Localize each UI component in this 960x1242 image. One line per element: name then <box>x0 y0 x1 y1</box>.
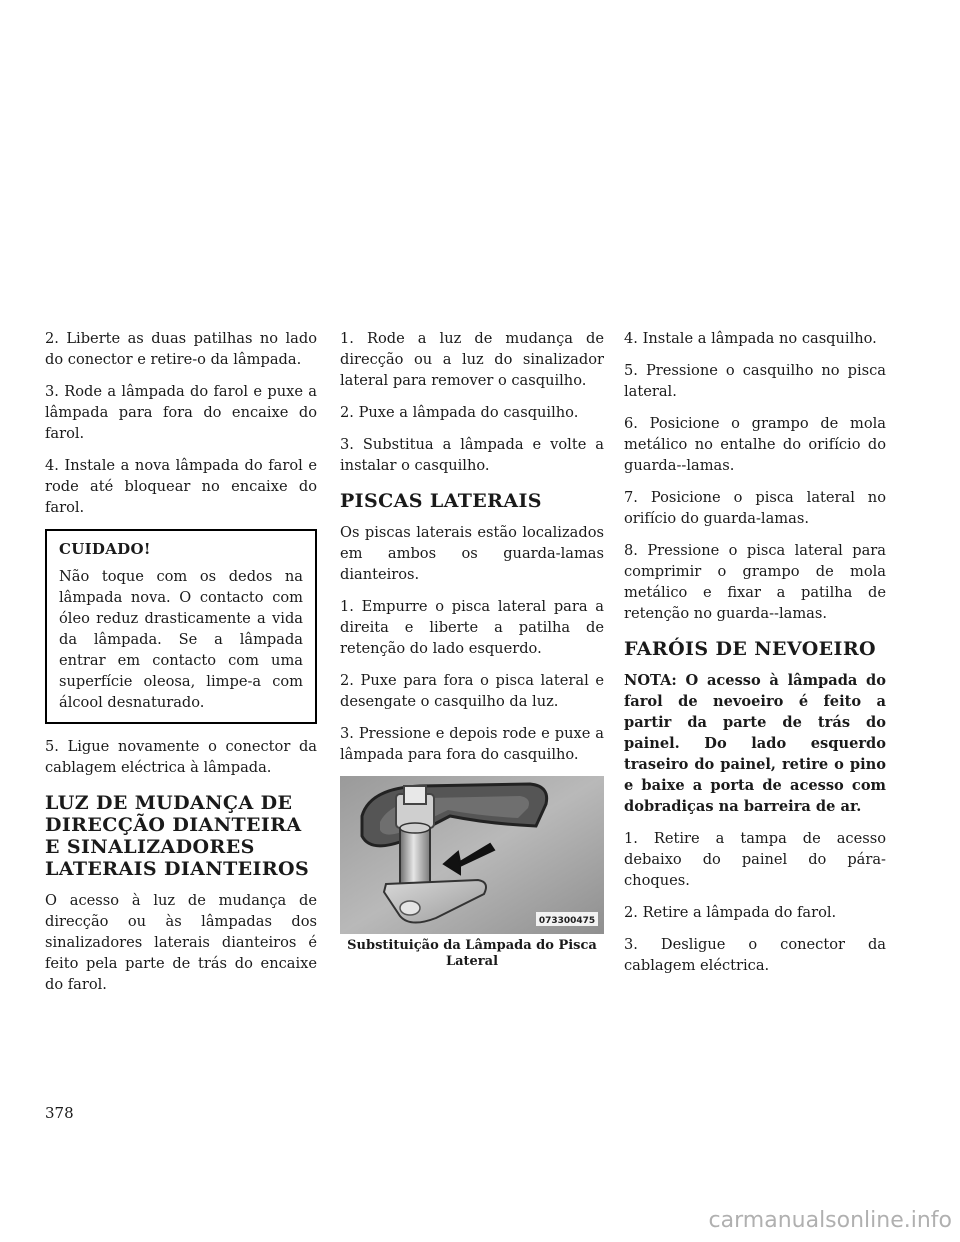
paragraph: Os piscas laterais estão localizados em ambos os guarda-lamas dianteiros. <box>340 524 604 583</box>
caution-text: Não toque com os dedos na lâmpada nova. O contacto com óleo reduz drasticamente a vida da lâmpada. Se a lâmpada entrar em contacto com uma superfície oleosa, limpe-a com álcool desnaturado. <box>59 568 303 711</box>
side-marker-bulb-figure <box>340 776 604 934</box>
step-text: 3. Desligue o conector da cablagem eléctrica. <box>624 936 886 974</box>
step-text: 4. Instale a lâmpada no casquilho. <box>624 330 877 347</box>
step-text: 1. Empurre o pisca lateral para a direita e liberte a patilha de retenção do lado esquerdo. <box>340 598 604 657</box>
column-middle <box>340 328 604 970</box>
column-left <box>45 328 317 1006</box>
side-marker-illustration <box>340 776 604 934</box>
step-text: 3. Rode a lâmpada do farol e puxe a lâmpada para fora do encaixe do farol. <box>45 383 317 442</box>
note-text: NOTA: O acesso à lâmpada do farol de nevoeiro é feito a partir da parte de trás do painel. Do lado esquerdo traseiro do painel, retire o pino e baixe a porta de acesso com dobradiças na barreira de ar. <box>624 672 886 815</box>
section-heading: FARÓIS DE NEVOEIRO <box>624 638 876 660</box>
step-text: 2. Retire a lâmpada do farol. <box>624 904 837 921</box>
figure-code: 073300475 <box>538 916 596 926</box>
step-text: 4. Instale a nova lâmpada do farol e rode até bloquear no encaixe do farol. <box>45 457 317 516</box>
paragraph: O acesso à luz de mudança de direcção ou às lâmpadas dos sinalizadores laterais dianteiros é feito pela parte de trás do encaixe do farol. <box>45 892 317 993</box>
watermark: carmanualsonline.info <box>708 1208 952 1233</box>
caution-box <box>45 529 317 724</box>
step-text: 3. Pressione e depois rode e puxe a lâmpada para fora do casquilho. <box>340 725 604 763</box>
page-number: 378 <box>45 1104 74 1122</box>
step-text: 2. Puxe para fora o pisca lateral e desengate o casquilho da luz. <box>340 672 604 710</box>
figure-caption: Substituição da Lâmpada do Pisca Lateral <box>347 938 597 969</box>
section-heading: LUZ DE MUDANÇA DE DIRECÇÃO DIANTEIRA E SINALIZADORES LATERAIS DIANTEIROS <box>45 792 310 880</box>
column-right <box>624 328 886 987</box>
step-text: 5. Pressione o casquilho no pisca lateral. <box>624 362 886 400</box>
step-text: 8. Pressione o pisca lateral para comprimir o grampo de mola metálico e fixar a patilha de retenção no guarda--lamas. <box>624 542 886 622</box>
step-text: 1. Rode a luz de mudança de direcção ou a luz do sinalizador lateral para remover o casquilho. <box>340 330 604 389</box>
caution-title: CUIDADO! <box>59 540 151 558</box>
step-text: 1. Retire a tampa de acesso debaixo do painel do pára-choques. <box>624 830 886 889</box>
step-text: 5. Ligue novamente o conector da cablagem eléctrica à lâmpada. <box>45 738 317 776</box>
step-text: 3. Substitua a lâmpada e volte a instalar o casquilho. <box>340 436 604 474</box>
step-text: 6. Posicione o grampo de mola metálico no entalhe do orifício do guarda--lamas. <box>624 415 886 474</box>
section-heading: PISCAS LATERAIS <box>340 490 542 512</box>
step-text: 7. Posicione o pisca lateral no orifício do guarda-lamas. <box>624 489 886 527</box>
step-text: 2. Puxe a lâmpada do casquilho. <box>340 404 579 421</box>
step-text: 2. Liberte as duas patilhas no lado do conector e retire-o da lâmpada. <box>45 330 317 368</box>
